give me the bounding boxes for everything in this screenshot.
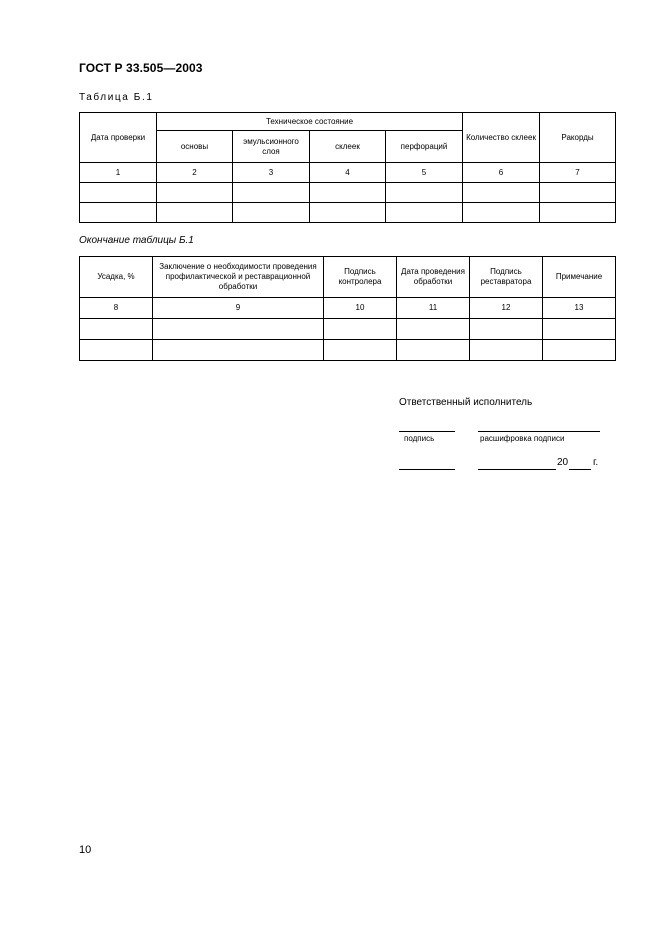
col-number: 4 xyxy=(310,163,386,183)
col-number: 8 xyxy=(80,298,153,319)
header-splices: склеек xyxy=(310,131,386,163)
year-suffix: г. xyxy=(593,457,599,468)
year-line xyxy=(569,469,591,470)
header-cores: Ракорды xyxy=(540,113,616,163)
col-number: 11 xyxy=(397,298,470,319)
header-restorer-signature: Подпись реставратора xyxy=(470,257,543,298)
header-controller-signature: Подпись контролера xyxy=(324,257,397,298)
col-number: 6 xyxy=(463,163,540,183)
date-line xyxy=(399,469,455,470)
signature-caption: подпись xyxy=(404,434,435,443)
header-tech-state: Техническое состояние xyxy=(157,113,463,131)
table-label: Таблица Б.1 xyxy=(79,92,154,103)
table-row xyxy=(80,203,616,223)
table-row xyxy=(80,183,616,203)
table-row xyxy=(80,319,616,340)
header-splice-count: Количество склеек xyxy=(463,113,540,163)
col-number: 13 xyxy=(543,298,616,319)
header-perforations: перфораций xyxy=(386,131,463,163)
col-number: 9 xyxy=(153,298,324,319)
page-number: 10 xyxy=(79,844,92,856)
header-shrinkage: Усадка, % xyxy=(80,257,153,298)
year-prefix: 20 xyxy=(557,457,569,468)
table-row xyxy=(80,340,616,361)
col-number: 2 xyxy=(157,163,233,183)
table-b1-end xyxy=(79,256,616,361)
col-number: 5 xyxy=(386,163,463,183)
header-base: основы xyxy=(157,131,233,163)
header-note: Примечание xyxy=(543,257,616,298)
table-b1 xyxy=(79,112,616,223)
col-number: 1 xyxy=(80,163,157,183)
decode-line xyxy=(478,431,600,432)
signature-line xyxy=(399,431,455,432)
header-date-check: Дата проверки xyxy=(80,113,157,163)
col-number: 12 xyxy=(470,298,543,319)
responsible-executor-label: Ответственный исполнитель xyxy=(399,397,533,408)
standard-title: ГОСТ Р 33.505—2003 xyxy=(79,61,203,75)
col-number: 10 xyxy=(324,298,397,319)
date-line-long xyxy=(478,469,556,470)
col-number: 3 xyxy=(233,163,310,183)
header-conclusion: Заключение о необходимости проведения профилактической и реставрационной обработки xyxy=(153,257,324,298)
header-emulsion: эмульсионного слоя xyxy=(233,131,310,163)
decode-caption: расшифровка подписи xyxy=(480,434,565,443)
table-continuation-label: Окончание таблицы Б.1 xyxy=(79,235,194,246)
header-treatment-date: Дата проведения обработки xyxy=(397,257,470,298)
col-number: 7 xyxy=(540,163,616,183)
